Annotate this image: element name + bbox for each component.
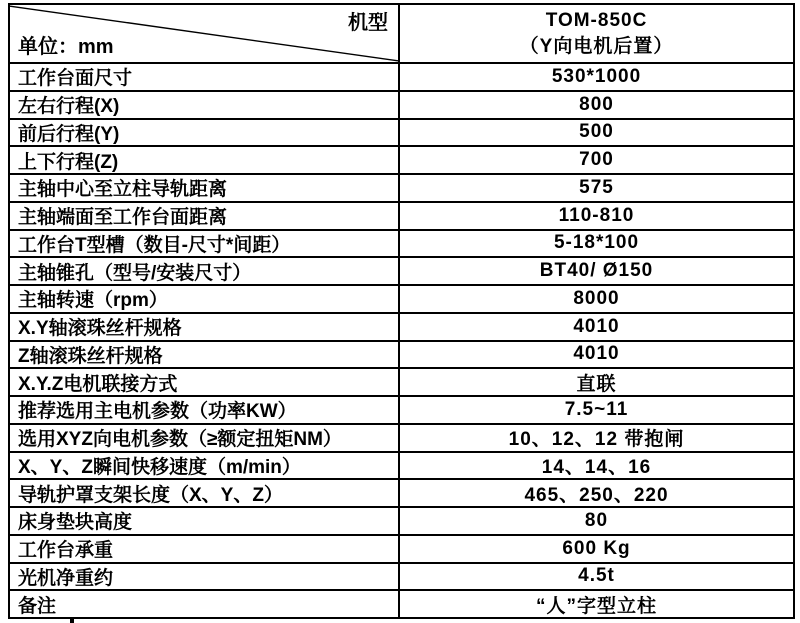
spec-value: 575	[398, 175, 793, 201]
bottom-edge-crop-artifact	[70, 618, 74, 623]
spec-label: 主轴中心至立柱导轨距离	[18, 179, 228, 201]
spec-label: 工作台承重	[18, 540, 114, 562]
spec-label: 前后行程(Y)	[18, 123, 120, 145]
spec-value: 10、12、12 带抱闸	[398, 425, 793, 451]
spec-label: 主轴端面至工作台面距离	[18, 207, 228, 229]
table-row	[10, 145, 793, 173]
table-row	[10, 201, 793, 229]
spec-label: 主轴锥孔（型号/安装尺寸）	[18, 262, 252, 284]
spec-value: BT40/ Ø150	[398, 258, 793, 284]
spec-value: 8000	[398, 286, 793, 312]
table-row	[10, 589, 793, 617]
spec-value: 800	[398, 92, 793, 118]
spec-value: 465、250、220	[398, 480, 793, 506]
table-row	[10, 312, 793, 340]
table-row	[10, 506, 793, 534]
table-row	[10, 90, 793, 118]
spec-label: 选用XYZ向电机参数（≥额定扭矩NM）	[18, 429, 342, 451]
table-row	[10, 423, 793, 451]
spec-label: X.Y.Z电机联接方式	[18, 373, 178, 395]
spec-label: 光机净重约	[18, 567, 114, 589]
table-row	[10, 562, 793, 590]
spec-value: 600 Kg	[398, 536, 793, 562]
model-note: （Y向电机后置）	[519, 35, 674, 57]
header-machine-type-label: 机型	[348, 12, 388, 34]
spec-label: 导轨护罩支架长度（X、Y、Z）	[18, 484, 283, 506]
spec-value: 80	[398, 508, 793, 534]
table-row	[10, 118, 793, 146]
table-row	[10, 229, 793, 257]
spec-value: “人”字型立柱	[398, 591, 793, 617]
spec-value: 7.5~11	[398, 397, 793, 423]
table-row	[10, 340, 793, 368]
spec-label: 推荐选用主电机参数（功率KW）	[18, 401, 297, 423]
spec-value: 700	[398, 147, 793, 173]
header-model-cell	[398, 5, 793, 62]
header-diagonal-cell	[10, 5, 398, 62]
spec-value: 5-18*100	[398, 231, 793, 257]
spec-value: 14、14、16	[398, 453, 793, 479]
spec-label: Z轴滚珠丝杆规格	[18, 345, 163, 367]
model-name: TOM-850C	[545, 9, 648, 31]
table-row	[10, 451, 793, 479]
table-row	[10, 256, 793, 284]
spec-value: 4010	[398, 314, 793, 340]
spec-label: 左右行程(X)	[18, 96, 120, 118]
spec-label: 主轴转速（rpm）	[18, 290, 168, 312]
table-row	[10, 173, 793, 201]
spec-label: 床身垫块高度	[18, 512, 133, 534]
spec-value: 500	[398, 120, 793, 146]
table-row	[10, 395, 793, 423]
spec-label: 备注	[18, 595, 57, 617]
spec-value: 直联	[398, 369, 793, 395]
table-row	[10, 284, 793, 312]
spec-table	[8, 3, 795, 619]
header-unit-label: 单位：mm	[18, 36, 114, 58]
table-row	[10, 367, 793, 395]
spec-label: X.Y轴滚珠丝杆规格	[18, 318, 182, 340]
spec-value: 4010	[398, 342, 793, 368]
table-row	[10, 534, 793, 562]
spec-label: 工作台面尺寸	[18, 68, 133, 90]
spec-value: 530*1000	[398, 64, 793, 90]
spec-value: 110-810	[398, 203, 793, 229]
header-row	[10, 5, 793, 62]
spec-value: 4.5t	[398, 564, 793, 590]
spec-label: 工作台T型槽（数目-尺寸*间距）	[18, 234, 291, 256]
spec-label: 上下行程(Z)	[18, 151, 119, 173]
table-row	[10, 62, 793, 90]
spec-label: X、Y、Z瞬间快移速度（m/min）	[18, 456, 301, 478]
table-row	[10, 478, 793, 506]
